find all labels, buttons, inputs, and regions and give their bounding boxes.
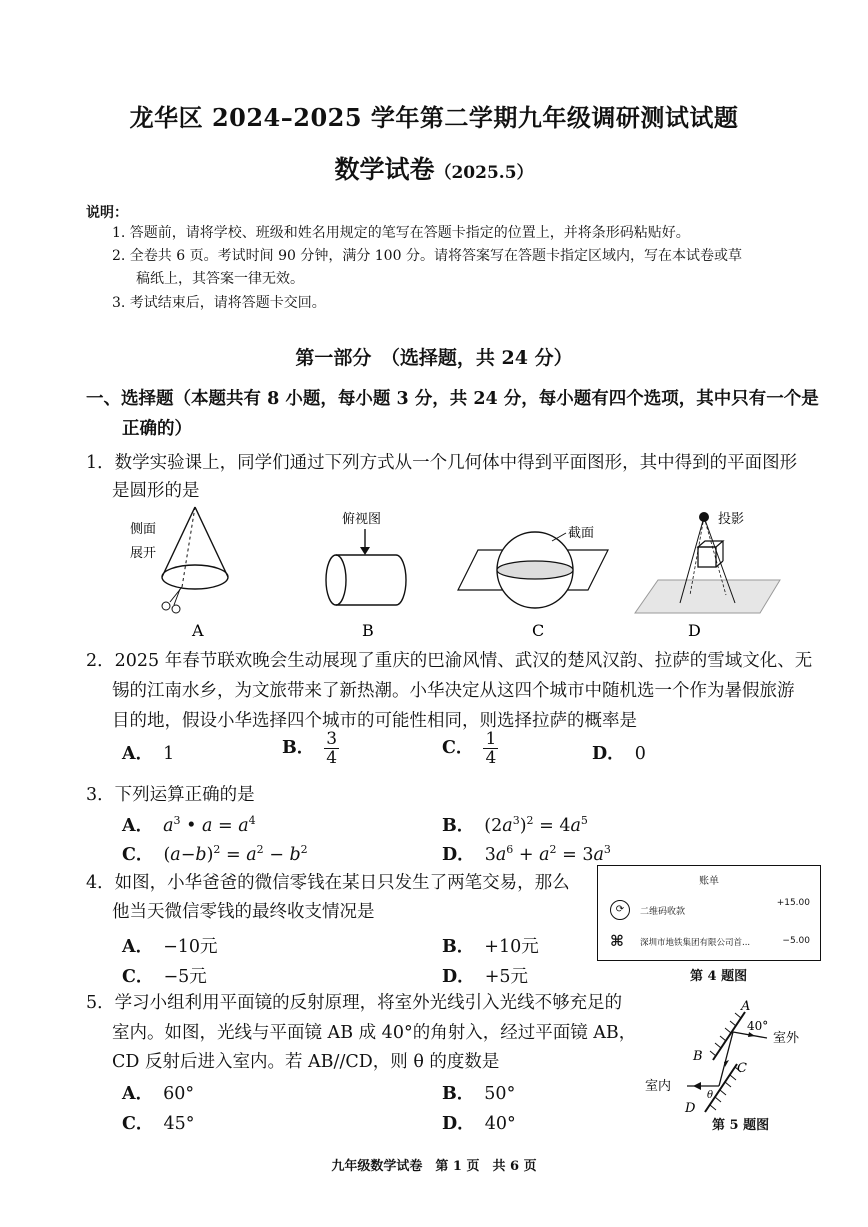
point-c-label: C: [737, 1061, 747, 1076]
q4-option-d: [442, 963, 528, 988]
fig-label-top-view: 俯视图: [342, 512, 382, 527]
exam-title: 龙华区 2024–2025 学年第二学期九年级调研测试试题: [129, 103, 739, 132]
q4-option-b-text: +10元: [484, 937, 539, 957]
q4-stem: 4．如图，小华爸爸的微信零钱在某日只发生了两笔交易，那么: [86, 873, 570, 893]
section-title: 第一部分 （选择题，共 24 分）: [295, 347, 573, 369]
q4-option-c-text: −5元: [163, 967, 207, 987]
q1-option-c: C: [532, 621, 545, 640]
exam-subtitle: [0, 150, 868, 186]
q1-option-b: B: [362, 621, 374, 640]
q5-option-c-text: 45°: [163, 1114, 195, 1134]
notes-heading: 说明：: [86, 205, 128, 221]
q5-stem-cont-2: CD 反射后进入室内。若 AB//CD，则 θ 的度数是: [112, 1052, 500, 1072]
fraction-denominator: 4: [326, 748, 338, 768]
q5-stem: 5．学习小组利用平面镜的反射原理，将室外光线引入光线不够充足的: [86, 993, 623, 1013]
part-heading: 一、选择题（本题共有 8 小题，每小题 3 分，共 24 分，每小题有四个选项，其中只有一个是: [86, 389, 819, 409]
q3-option-d-expr: $3a^6 + a^2 = 3a^3$: [484, 843, 611, 865]
bill-header: 账单: [699, 876, 719, 887]
q2-stem-cont-1: 锡的江南水乡，为文旅带来了新热潮。小华决定从这四个城市中随机选一个作为暑假旅游: [112, 681, 795, 701]
fig-label-projection: 投影: [718, 512, 745, 527]
q1-option-d: D: [688, 621, 701, 640]
q4-option-d-text: +5元: [484, 967, 528, 987]
q2-option-a: [122, 740, 174, 765]
fraction-numerator: 1: [485, 729, 497, 749]
q2-option-b-label: B．: [282, 738, 315, 758]
fraction-denominator: 4: [485, 748, 497, 768]
q5-option-b: [442, 1080, 515, 1105]
q3-option-d-label: D．: [442, 845, 475, 865]
q4-caption: 第 4 题图: [690, 969, 748, 984]
point-b-label: B: [693, 1049, 703, 1064]
q1-option-a: A: [192, 621, 204, 640]
q3-option-a-label: A．: [122, 816, 154, 836]
page-footer: 九年级数学试卷 第 1 页 共 6 页: [331, 1159, 537, 1174]
note-item-3: 3. 考试结束后，请将答题卡交回。: [112, 295, 326, 311]
q4-option-c: [122, 963, 207, 988]
bill-row1-amount: +15.00: [776, 898, 810, 908]
q5-caption: 第 5 题图: [712, 1118, 770, 1133]
note-item-2-cont: 稿纸上，其答案一律无效。: [136, 271, 304, 287]
q3-option-c-expr: $(a-b)^2 = a^2 - b^2$: [163, 843, 308, 865]
indoor-label: 室内: [645, 1079, 672, 1094]
angle-40-label: 40°: [747, 1019, 769, 1033]
q2-option-a-label: A．: [122, 744, 154, 764]
q5-option-c-label: C．: [122, 1114, 154, 1134]
bill-row1-name: 二维码收款: [640, 907, 686, 917]
q3-option-c: [122, 841, 308, 866]
q3-option-b-expr: $(2a^3)^2 = 4a^5$: [484, 814, 588, 836]
wechat-bill-figure: [597, 865, 821, 961]
note-item-2: 2. 全卷共 6 页。考试时间 90 分钟，满分 100 分。请将答案写在答题卡指定区域内，写在本试卷或草: [112, 248, 742, 264]
q2-option-d-value: 0: [634, 744, 646, 764]
qr-receive-icon: ⟳: [610, 900, 630, 920]
q2-option-c-fraction: [483, 730, 498, 767]
metro-icon: ⌘: [610, 932, 624, 950]
cylinder-figure: [326, 512, 406, 605]
q2-stem-cont-2: 目的地，假设小华选择四个城市的可能性相同，则选择拉萨的概率是: [112, 711, 637, 731]
q3-option-d: [442, 841, 611, 866]
q3-option-a-expr: $a^3$ • $a = a^4$: [163, 814, 256, 836]
q2-stem: 2．2025 年春节联欢晚会生动展现了重庆的巴渝风情、武汉的楚风汉韵、拉萨的雪域文化、无: [86, 651, 813, 671]
note-item-1: 1. 答题前，请将学校、班级和姓名用规定的笔写在答题卡指定的位置上，并将条形码粘贴好。: [112, 225, 690, 241]
q2-option-b: [282, 730, 339, 767]
point-a-label: A: [741, 1000, 751, 1014]
bill-row2-amount: −5.00: [782, 936, 810, 946]
q2-option-c-label: C．: [442, 738, 474, 758]
q5-option-b-label: B．: [442, 1084, 475, 1104]
outdoor-label: 室外: [773, 1031, 800, 1046]
q2-option-c: [442, 730, 498, 767]
q5-option-a-text: 60°: [163, 1084, 195, 1104]
cone-figure: [130, 507, 228, 613]
q3-option-a: [122, 812, 256, 837]
subtitle-text: 数学试卷: [334, 155, 435, 184]
q3-option-b-label: B．: [442, 816, 475, 836]
theta-label: θ: [707, 1090, 714, 1101]
q4-option-b: [442, 933, 539, 958]
q5-option-b-text: 50°: [484, 1084, 516, 1104]
q1-stem-cont: 是圆形的是: [112, 481, 200, 501]
q4-option-a-text: −10元: [163, 937, 218, 957]
part-heading-cont: 正确的）: [122, 419, 192, 439]
projection-figure: [635, 511, 780, 613]
q3-option-b: [442, 812, 588, 837]
q2-option-d: [592, 740, 646, 765]
fraction-numerator: 3: [326, 729, 338, 749]
fig-label-section: 截面: [568, 526, 595, 541]
q1-figures: [120, 505, 820, 640]
q4-option-c-label: C．: [122, 967, 154, 987]
mirror-figure: [645, 1000, 815, 1125]
q1-stem: 1．数学实验课上，同学们通过下列方式从一个几何体中得到平面图形，其中得到的平面图形: [86, 453, 798, 473]
q4-option-a: [122, 933, 218, 958]
q4-option-d-label: D．: [442, 967, 475, 987]
q2-option-d-label: D．: [592, 744, 625, 764]
q5-stem-cont-1: 室内。如图，光线与平面镜 AB 成 40°的角射入，经过平面镜 AB，: [112, 1023, 637, 1043]
sphere-figure: [458, 525, 608, 608]
q3-option-c-label: C．: [122, 845, 154, 865]
q2-option-b-fraction: [324, 730, 339, 767]
point-d-label: D: [685, 1101, 696, 1116]
bill-row2-name: 深圳市地铁集团有限公司首...: [640, 938, 751, 948]
q5-option-d: [442, 1110, 516, 1135]
q5-option-c: [122, 1110, 194, 1135]
q4-option-b-label: B．: [442, 937, 475, 957]
q5-option-d-label: D．: [442, 1114, 475, 1134]
q3-stem: 3．下列运算正确的是: [86, 785, 255, 805]
fig-label-unfold: 展开: [130, 546, 157, 561]
q5-option-a-label: A．: [122, 1084, 154, 1104]
q4-stem-cont: 他当天微信零钱的最终收支情况是: [112, 902, 375, 922]
q5-option-a: [122, 1080, 194, 1105]
q5-option-d-text: 40°: [484, 1114, 516, 1134]
subtitle-date: （2025.5）: [434, 163, 534, 183]
fig-label-side: 侧面: [130, 522, 157, 537]
q4-option-a-label: A．: [122, 937, 154, 957]
q2-option-a-value: 1: [163, 744, 175, 764]
